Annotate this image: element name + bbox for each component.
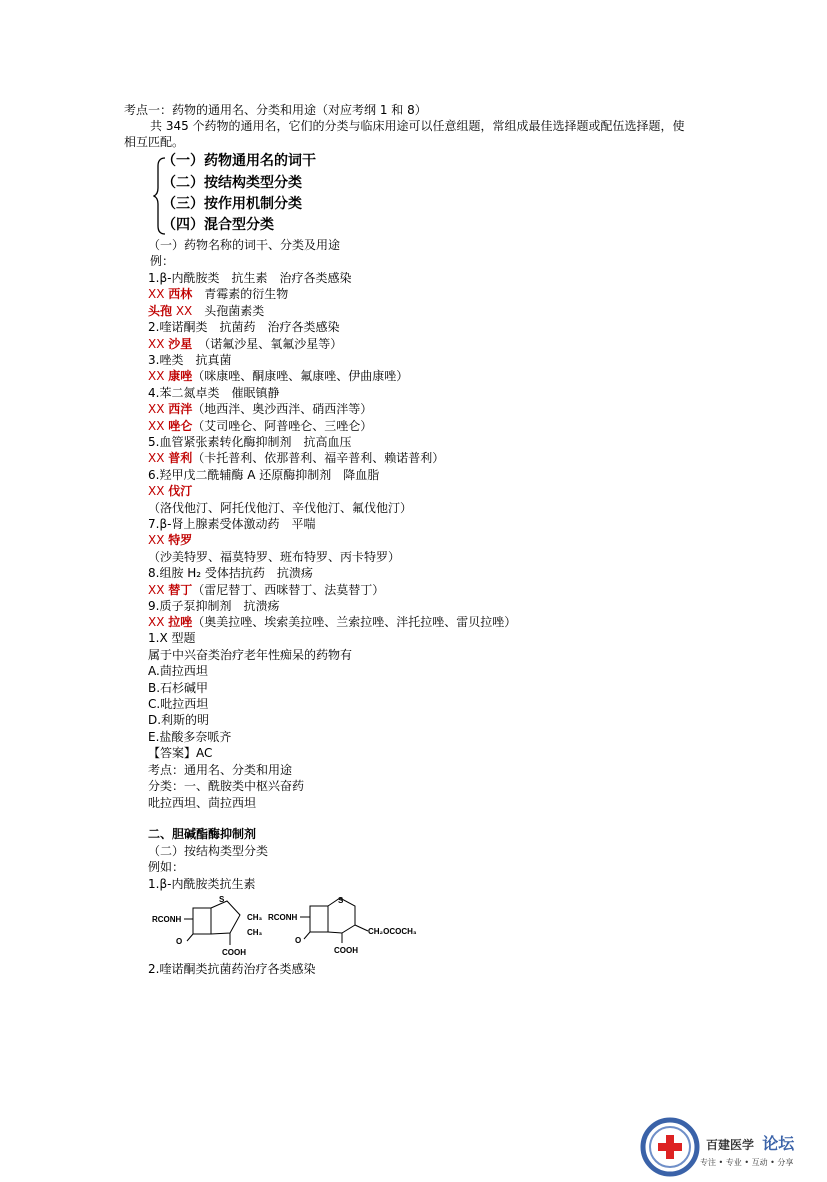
stem-placeholder: XX	[148, 615, 169, 630]
stem-placeholder: XX	[148, 484, 169, 499]
stem-desc: 头孢菌素类	[192, 303, 265, 318]
chem-label: CH₃	[247, 913, 263, 922]
stem-row	[148, 598, 279, 614]
beta-lactam-structure	[150, 893, 440, 959]
option-c: C.吡拉西坦	[148, 697, 209, 711]
logo-tag: 论坛	[762, 1134, 795, 1153]
stem-row	[148, 467, 379, 483]
outline-item: （四）混合型分类	[162, 217, 274, 233]
stem-row	[148, 516, 315, 532]
forum-logo	[640, 1117, 820, 1177]
category-text: 7.β-肾上腺素受体激动药 平喘	[148, 517, 316, 531]
stem-text: 西泮	[168, 402, 193, 417]
stem-desc: （诺氟沙星、氧氟沙星等）	[192, 336, 343, 351]
stem-text: 拉唑	[168, 615, 193, 630]
stem-desc: （奥美拉唑、埃索美拉唑、兰索拉唑、泮托拉唑、雷贝拉唑）	[192, 615, 517, 630]
outline-item: （一）药物通用名的词干	[162, 153, 316, 169]
stem-row	[148, 450, 444, 466]
chem-label: CH₂OCOCH₃	[368, 927, 417, 936]
chem-label: RCONH	[268, 913, 298, 922]
stem-desc: （卡托普利、依那普利、福辛普利、赖诺普利）	[192, 451, 445, 466]
section2-heading: 二、胆碱酯酶抑制剂	[148, 827, 257, 841]
question-stem: 属于中兴奋类治疗老年性痴呆的药物有	[148, 648, 353, 662]
category-text: 8.组胺 H₂ 受体拮抗药 抗溃疡	[148, 566, 313, 581]
stem-row	[148, 418, 372, 434]
stem-row	[148, 352, 231, 368]
chem-label: CH₃	[247, 928, 263, 937]
chem-label: S	[338, 896, 344, 905]
option-d: D.利斯的明	[148, 713, 210, 727]
stem-row	[148, 582, 384, 598]
stem-row	[148, 385, 279, 401]
stem-row	[148, 368, 408, 384]
chem-label: O	[295, 936, 302, 945]
option-a: A.茴拉西坦	[148, 664, 208, 678]
option-b: B.石杉碱甲	[148, 681, 209, 695]
intro-text-cont: 相互匹配。	[124, 135, 185, 149]
point: 考点：通用名、分类和用途	[148, 763, 293, 777]
stem-row	[148, 336, 342, 352]
section2-item1: 1.β-内酰胺类抗生素	[148, 877, 256, 891]
chem-label: RCONH	[152, 915, 182, 924]
section2-sub: （二）按结构类型分类	[148, 844, 269, 858]
outline-item: （二）按结构类型分类	[162, 175, 302, 191]
drugs: 吡拉西坦、茴拉西坦	[148, 796, 257, 810]
stem-text: 伐汀	[168, 484, 193, 499]
section2-item2: 2.喹诺酮类抗菌药治疗各类感染	[148, 962, 316, 976]
intro-text: 共 345 个药物的通用名，它们的分类与临床用途可以任意组题，常组成最佳选择题或配伍选择题，使	[150, 119, 685, 133]
stem-text: 特罗	[168, 533, 193, 548]
answer: 【答案】AC	[148, 746, 213, 760]
stem-desc: （咪康唑、酮康唑、氟康唑、伊曲康唑）	[192, 369, 409, 384]
question-type: 1.X 型题	[148, 631, 196, 645]
stem-placeholder: XX	[148, 533, 169, 548]
outline-item: （三）按作用机制分类	[162, 196, 302, 212]
stem-row	[148, 483, 192, 499]
category-text: 5.血管紧张素转化酶抑制剂 抗高血压	[148, 435, 352, 449]
stem-placeholder: XX	[148, 336, 169, 351]
chem-label: COOH	[222, 948, 246, 957]
stem-text: 唑仑	[168, 418, 193, 433]
logo-emblem-icon	[640, 1117, 700, 1177]
stem-text: 头孢	[148, 303, 173, 318]
stem-desc: （地西泮、奥沙西泮、硝西泮等）	[192, 402, 373, 417]
option-e: E.盐酸多奈哌齐	[148, 730, 232, 744]
stem-text: 替丁	[168, 582, 193, 597]
stem-row	[148, 500, 412, 516]
stem-placeholder: XX	[172, 303, 193, 318]
stem-placeholder: XX	[148, 402, 169, 417]
category-text: （洛伐他汀、阿托伐他汀、辛伐他汀、氟伐他汀）	[148, 500, 413, 515]
stem-placeholder: XX	[148, 582, 169, 597]
chem-label: COOH	[334, 946, 358, 955]
stem-text: 普利	[168, 451, 193, 466]
stem-row	[148, 303, 264, 319]
section2-example: 例如：	[148, 860, 185, 874]
stem-text: 康唑	[168, 369, 193, 384]
category-text: 9.质子泵抑制剂 抗溃疡	[148, 599, 280, 613]
category-text: 3.唑类 抗真菌	[148, 353, 232, 367]
category-text: 1.β-内酰胺类 抗生素 治疗各类感染	[148, 271, 352, 285]
chem-label: S	[219, 895, 225, 904]
stem-row	[148, 286, 288, 302]
stem-row	[148, 532, 192, 548]
stem-row	[148, 434, 351, 450]
stem-desc: （艾司唑仑、阿普唑仑、三唑仑）	[192, 418, 373, 433]
stem-row	[148, 565, 313, 581]
category: 分类：一、酰胺类中枢兴奋药	[148, 779, 305, 793]
stem-row	[148, 614, 516, 630]
stem-row	[148, 401, 372, 417]
stem-text: 西林	[168, 287, 193, 302]
stem-placeholder: XX	[148, 418, 169, 433]
chem-label: O	[176, 937, 183, 946]
stem-desc: 青霉素的衍生物	[192, 287, 289, 302]
logo-slogan: 专注 • 专业 • 互动 • 分享	[700, 1158, 794, 1167]
category-text: 6.羟甲戊二酰辅酶 A 还原酶抑制剂 降血脂	[148, 467, 380, 482]
category-text: 4.苯二氮卓类 催眠镇静	[148, 385, 280, 400]
stem-placeholder: XX	[148, 287, 169, 302]
logo-name: 百建医学	[706, 1138, 755, 1152]
stem-placeholder: XX	[148, 369, 169, 384]
stem-placeholder: XX	[148, 451, 169, 466]
category-text: 2.喹诺酮类 抗菌药 治疗各类感染	[148, 320, 340, 335]
example-label: 例：	[150, 254, 175, 268]
stem-row	[148, 549, 400, 565]
stem-row	[148, 319, 339, 335]
stem-desc: （雷尼替丁、西咪替丁、法莫替丁）	[192, 582, 385, 597]
category-text: （沙美特罗、福莫特罗、班布特罗、丙卡特罗）	[148, 549, 401, 564]
stem-row	[148, 270, 351, 286]
stem-text: 沙星	[168, 336, 193, 351]
section-heading: （一）药物名称的词干、分类及用途	[148, 238, 341, 252]
section-title: 考点一：药物的通用名、分类和用途（对应考纲 1 和 8）	[124, 103, 427, 117]
